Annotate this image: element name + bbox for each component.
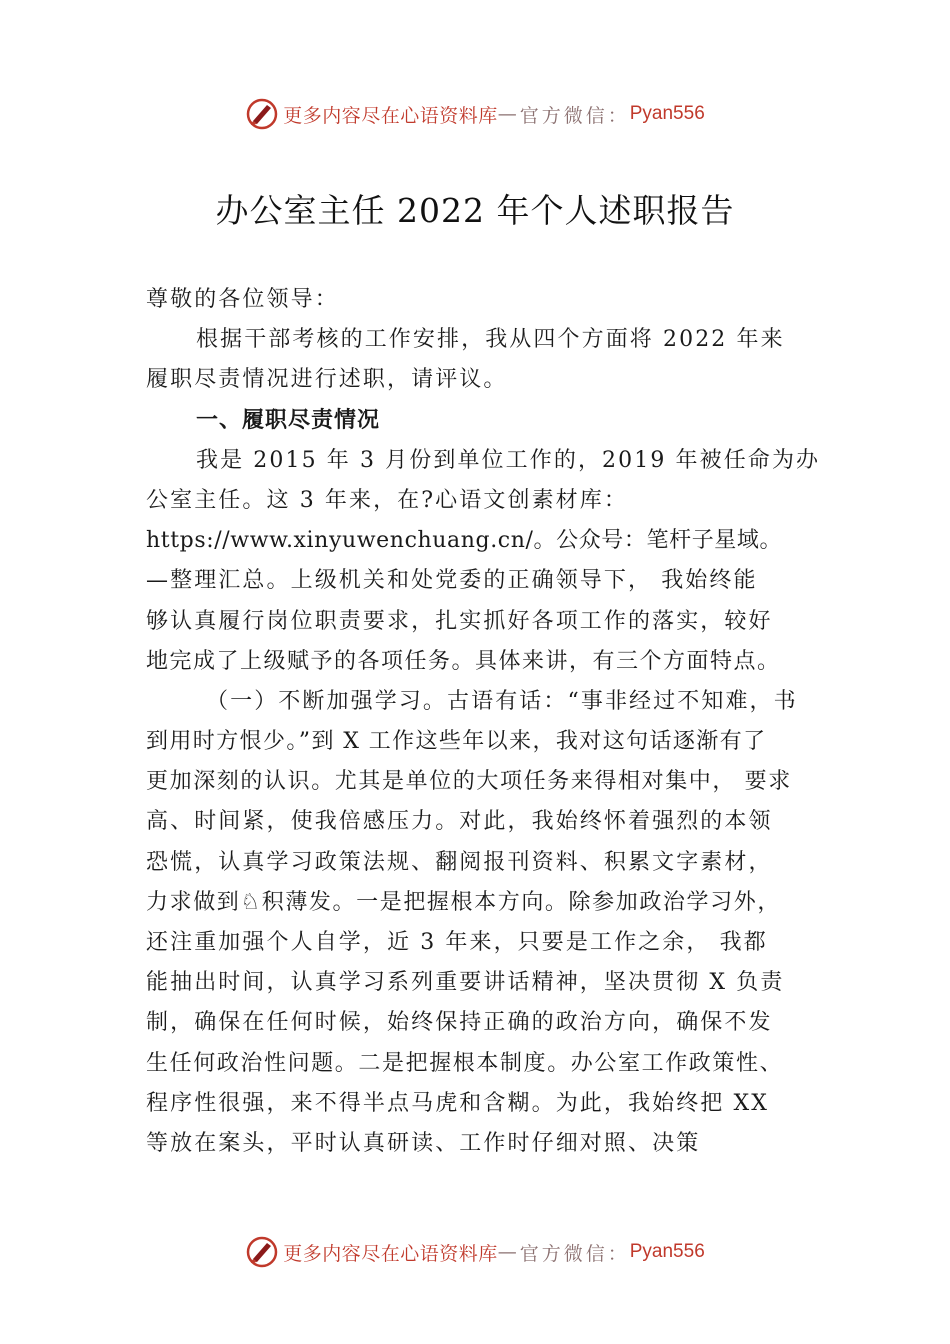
banner-wechat-label: 官方微信：	[519, 1242, 630, 1265]
body-line: 程序性很强，来不得半点马虎和含糊。为此，我始终把 XX	[146, 1090, 770, 1116]
banner-dash: —	[497, 1241, 520, 1263]
brand-logo-icon	[245, 97, 279, 131]
body-line: 我是 2015 年 3 月份到单位工作的，2019 年被任命为办	[196, 447, 821, 473]
body-line: 生任何政治性问题。二是把握根本制度。办公室工作政策性、	[146, 1050, 784, 1076]
body-line: 能抽出时间，认真学习系列重要讲话精神，坚决贯彻 X 负责	[146, 970, 785, 996]
body-line: —整理汇总。上级机关和处党委的正确领导下， 我始终能	[146, 568, 758, 594]
body-line: 还注重加强个人自学，近 3 年来，只要是工作之余， 我都	[146, 930, 768, 955]
document-title: 办公室主任 2022 年个人述职报告	[215, 191, 735, 230]
banner-brand-text: 更多内容尽在心语资料库	[283, 104, 498, 127]
body-line: 等放在案头，平时认真研读、工作时仔细对照、决策	[146, 1130, 701, 1156]
body-line: 根据干部考核的工作安排，我从四个方面将 2022 年来	[196, 327, 785, 353]
body-line: 制，确保在任何时候，始终保持正确的政治方向，确保不发	[146, 1010, 773, 1036]
body-line: 更加深刻的认识。尤其是单位的大项任务来得相对集中， 要求	[146, 769, 792, 795]
banner-wechat-id: Pyan556	[629, 1241, 705, 1262]
banner-wechat-id: Pyan556	[629, 103, 705, 124]
body-line: 恐慌，认真学习政策法规、翻阅报刊资料、积累文字素材，	[146, 849, 773, 875]
body-line-url: https://www.xinyuwenchuang.cn/。公众号：笔杆子星域。	[146, 528, 783, 554]
body-line: 力求做到♘积薄发。一是把握根本方向。除参加政治学习外，	[146, 889, 781, 915]
section-heading: 一、履职尽责情况	[196, 407, 381, 433]
brand-logo-icon	[245, 1235, 279, 1269]
salutation: 尊敬的各位领导：	[146, 287, 339, 312]
body-line: 公室主任。这 3 年来，在?心语文创素材库：	[146, 487, 628, 513]
body-line: 履职尽责情况进行述职，请评议。	[146, 367, 508, 393]
subsection-line: （一）不断加强学习。古语有话：“事非经过不知难，书	[206, 688, 798, 714]
body-line: 到用时方恨少。”到 X 工作这些年以来，我对这句话逐渐有了	[146, 729, 767, 755]
banner-dash: —	[497, 103, 520, 125]
banner-wechat-label: 官方微信：	[519, 104, 630, 127]
banner-brand-text: 更多内容尽在心语资料库	[283, 1242, 498, 1265]
footer-watermark-banner	[0, 1232, 950, 1272]
header-watermark-banner	[0, 94, 950, 134]
body-line: 地完成了上级赋予的各项任务。具体来讲，有三个方面特点。	[146, 648, 781, 674]
body-line: 高、时间紧，使我倍感压力。对此，我始终怀着强烈的本领	[146, 809, 773, 835]
body-line: 够认真履行岗位职责要求，扎实抓好各项工作的落实，较好	[146, 608, 773, 634]
document-body	[146, 280, 821, 1164]
